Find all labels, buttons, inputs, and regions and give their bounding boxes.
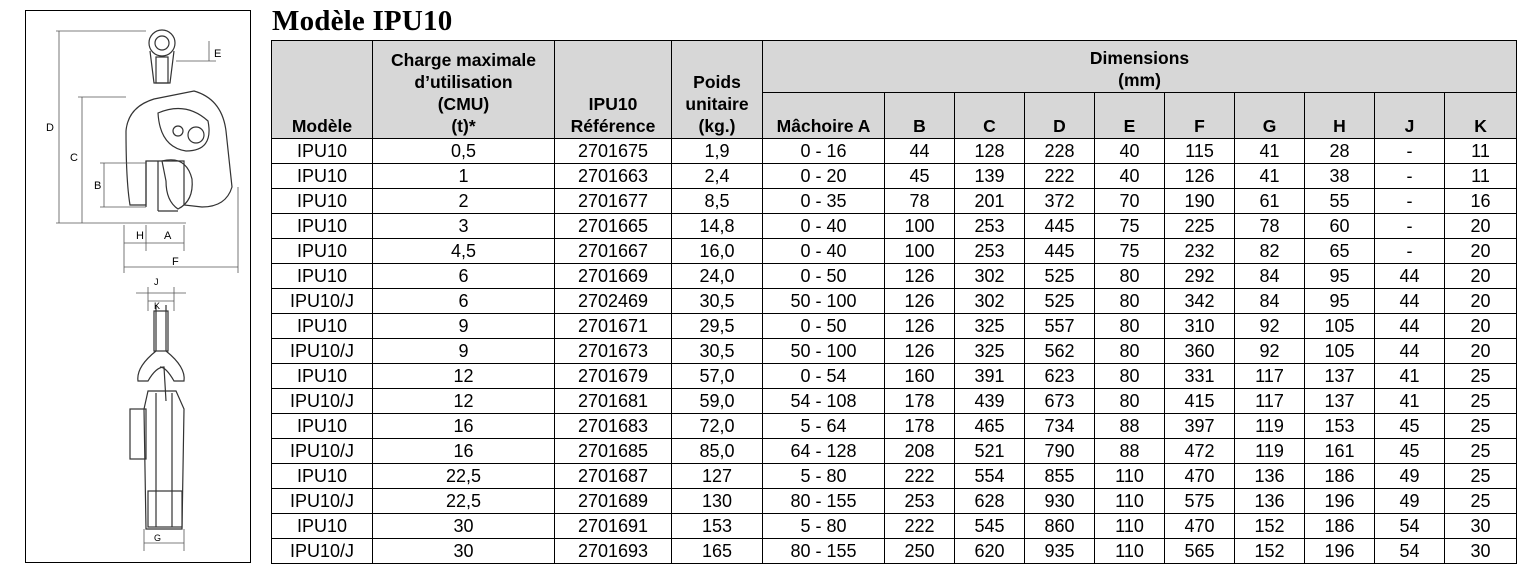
cell-dim-f: 342	[1165, 289, 1235, 314]
cell-dim-c: 325	[955, 339, 1025, 364]
cell-dim-e: 88	[1095, 439, 1165, 464]
header-charge	[373, 41, 555, 139]
cell-weight: 59,0	[672, 389, 763, 414]
cell-weight: 72,0	[672, 414, 763, 439]
cell-weight: 2,4	[672, 164, 763, 189]
cell-dim-b: 100	[885, 239, 955, 264]
header-reference	[555, 41, 672, 139]
cell-charge: 2	[373, 189, 555, 214]
table-row	[272, 464, 1517, 489]
cell-model: IPU10/J	[272, 389, 373, 414]
header-charge-line: (t)*	[451, 116, 476, 136]
cell-dim-j: 44	[1375, 264, 1445, 289]
label-j: J	[154, 277, 159, 287]
cell-jaw-a: 0 - 50	[763, 264, 885, 289]
cell-dim-c: 253	[955, 214, 1025, 239]
cell-dim-k: 25	[1445, 414, 1517, 439]
cell-dim-b: 126	[885, 289, 955, 314]
cell-weight: 30,5	[672, 339, 763, 364]
label-h: H	[136, 230, 144, 242]
cell-dim-c: 302	[955, 264, 1025, 289]
cell-dim-j: 54	[1375, 514, 1445, 539]
cell-dim-f: 115	[1165, 139, 1235, 164]
cell-dim-f: 126	[1165, 164, 1235, 189]
table-row	[272, 264, 1517, 289]
cell-dim-k: 30	[1445, 514, 1517, 539]
cell-dim-h: 186	[1305, 464, 1375, 489]
cell-model: IPU10/J	[272, 439, 373, 464]
cell-dim-d: 445	[1025, 239, 1095, 264]
cell-dim-b: 208	[885, 439, 955, 464]
cell-model: IPU10/J	[272, 289, 373, 314]
cell-jaw-a: 5 - 64	[763, 414, 885, 439]
cell-weight: 14,8	[672, 214, 763, 239]
cell-dim-d: 734	[1025, 414, 1095, 439]
header-reference-line: IPU10	[588, 94, 638, 114]
cell-dim-k: 25	[1445, 489, 1517, 514]
cell-dim-c: 139	[955, 164, 1025, 189]
header-dim-e: E	[1095, 93, 1165, 139]
cell-jaw-a: 50 - 100	[763, 339, 885, 364]
cell-dim-d: 525	[1025, 289, 1095, 314]
table-row	[272, 514, 1517, 539]
cell-dim-h: 28	[1305, 139, 1375, 164]
table-row	[272, 289, 1517, 314]
cell-dim-e: 110	[1095, 489, 1165, 514]
cell-weight: 8,5	[672, 189, 763, 214]
cell-dim-h: 153	[1305, 414, 1375, 439]
cell-dim-c: 620	[955, 539, 1025, 564]
cell-reference: 2701693	[555, 539, 672, 564]
cell-weight: 85,0	[672, 439, 763, 464]
cell-charge: 1	[373, 164, 555, 189]
table-row	[272, 314, 1517, 339]
label-b: B	[94, 180, 102, 192]
cell-reference: 2701689	[555, 489, 672, 514]
cell-dim-k: 25	[1445, 364, 1517, 389]
cell-dim-e: 80	[1095, 264, 1165, 289]
cell-reference: 2701671	[555, 314, 672, 339]
cell-dim-b: 78	[885, 189, 955, 214]
cell-dim-k: 25	[1445, 439, 1517, 464]
cell-dim-f: 190	[1165, 189, 1235, 214]
cell-model: IPU10	[272, 314, 373, 339]
cell-dim-c: 521	[955, 439, 1025, 464]
cell-charge: 16	[373, 414, 555, 439]
cell-dim-k: 20	[1445, 214, 1517, 239]
cell-dim-d: 228	[1025, 139, 1095, 164]
header-dim-c: C	[955, 93, 1025, 139]
cell-charge: 12	[373, 364, 555, 389]
table-row	[272, 339, 1517, 364]
header-dimensions-line: (mm)	[1118, 70, 1161, 90]
cell-jaw-a: 0 - 54	[763, 364, 885, 389]
table-row	[272, 239, 1517, 264]
header-dim-a: Mâchoire A	[763, 93, 885, 139]
cell-dim-f: 470	[1165, 514, 1235, 539]
cell-dim-e: 75	[1095, 214, 1165, 239]
cell-model: IPU10	[272, 164, 373, 189]
header-dim-b: B	[885, 93, 955, 139]
cell-dim-j: 45	[1375, 439, 1445, 464]
cell-dim-d: 222	[1025, 164, 1095, 189]
header-weight-line: (kg.)	[698, 116, 736, 136]
cell-charge: 9	[373, 339, 555, 364]
cell-charge: 12	[373, 389, 555, 414]
table-row	[272, 139, 1517, 164]
cell-dim-h: 105	[1305, 314, 1375, 339]
cell-dim-c: 439	[955, 389, 1025, 414]
cell-dim-g: 61	[1235, 189, 1305, 214]
cell-charge: 6	[373, 289, 555, 314]
cell-weight: 127	[672, 464, 763, 489]
cell-jaw-a: 54 - 108	[763, 389, 885, 414]
clamp-diagram	[26, 11, 252, 564]
cell-dim-j: -	[1375, 189, 1445, 214]
cell-dim-f: 470	[1165, 464, 1235, 489]
cell-dim-d: 445	[1025, 214, 1095, 239]
cell-dim-c: 628	[955, 489, 1025, 514]
cell-jaw-a: 50 - 100	[763, 289, 885, 314]
label-c: C	[70, 152, 78, 164]
cell-dim-g: 119	[1235, 414, 1305, 439]
cell-reference: 2701673	[555, 339, 672, 364]
cell-dim-k: 25	[1445, 389, 1517, 414]
cell-dim-g: 82	[1235, 239, 1305, 264]
label-k: K	[154, 301, 161, 311]
cell-jaw-a: 5 - 80	[763, 464, 885, 489]
cell-dim-j: 44	[1375, 289, 1445, 314]
cell-model: IPU10	[272, 464, 373, 489]
specification-table	[271, 40, 1517, 564]
cell-dim-b: 222	[885, 514, 955, 539]
cell-dim-h: 95	[1305, 264, 1375, 289]
cell-dim-e: 110	[1095, 464, 1165, 489]
cell-dim-h: 186	[1305, 514, 1375, 539]
cell-charge: 4,5	[373, 239, 555, 264]
cell-dim-k: 30	[1445, 539, 1517, 564]
cell-reference: 2701663	[555, 164, 672, 189]
cell-reference: 2701669	[555, 264, 672, 289]
cell-dim-j: 49	[1375, 464, 1445, 489]
cell-dim-f: 331	[1165, 364, 1235, 389]
cell-dim-g: 92	[1235, 339, 1305, 364]
cell-dim-e: 80	[1095, 364, 1165, 389]
cell-charge: 3	[373, 214, 555, 239]
header-weight	[672, 41, 763, 139]
cell-dim-j: -	[1375, 139, 1445, 164]
cell-dim-h: 105	[1305, 339, 1375, 364]
cell-dim-f: 415	[1165, 389, 1235, 414]
header-weight-line: Poids	[693, 72, 741, 92]
cell-model: IPU10	[272, 514, 373, 539]
cell-dim-e: 88	[1095, 414, 1165, 439]
cell-dim-d: 525	[1025, 264, 1095, 289]
cell-dim-h: 137	[1305, 389, 1375, 414]
cell-dim-h: 65	[1305, 239, 1375, 264]
cell-dim-b: 253	[885, 489, 955, 514]
label-g: G	[154, 533, 162, 543]
cell-dim-g: 136	[1235, 464, 1305, 489]
cell-charge: 22,5	[373, 489, 555, 514]
header-model	[272, 41, 373, 139]
cell-dim-k: 20	[1445, 239, 1517, 264]
cell-dim-b: 44	[885, 139, 955, 164]
cell-model: IPU10	[272, 239, 373, 264]
cell-dim-e: 80	[1095, 339, 1165, 364]
cell-reference: 2701679	[555, 364, 672, 389]
cell-weight: 24,0	[672, 264, 763, 289]
cell-dim-e: 75	[1095, 239, 1165, 264]
cell-dim-h: 60	[1305, 214, 1375, 239]
cell-dim-k: 20	[1445, 314, 1517, 339]
cell-dim-j: 44	[1375, 314, 1445, 339]
cell-charge: 30	[373, 514, 555, 539]
cell-dim-b: 178	[885, 389, 955, 414]
cell-weight: 16,0	[672, 239, 763, 264]
cell-dim-e: 80	[1095, 289, 1165, 314]
cell-dim-k: 25	[1445, 464, 1517, 489]
cell-weight: 153	[672, 514, 763, 539]
header-dim-h: H	[1305, 93, 1375, 139]
cell-reference: 2701687	[555, 464, 672, 489]
label-a: A	[164, 230, 172, 242]
cell-dim-e: 40	[1095, 139, 1165, 164]
header-dim-k: K	[1445, 93, 1517, 139]
cell-model: IPU10	[272, 214, 373, 239]
cell-dim-e: 110	[1095, 514, 1165, 539]
table-row	[272, 439, 1517, 464]
cell-weight: 57,0	[672, 364, 763, 389]
cell-jaw-a: 0 - 20	[763, 164, 885, 189]
cell-dim-g: 84	[1235, 289, 1305, 314]
cell-dim-g: 41	[1235, 139, 1305, 164]
cell-jaw-a: 64 - 128	[763, 439, 885, 464]
header-dim-g: G	[1235, 93, 1305, 139]
header-dim-d: D	[1025, 93, 1095, 139]
cell-model: IPU10	[272, 364, 373, 389]
cell-model: IPU10	[272, 414, 373, 439]
cell-dim-d: 557	[1025, 314, 1095, 339]
cell-dim-j: 45	[1375, 414, 1445, 439]
table-row	[272, 539, 1517, 564]
cell-reference: 2701685	[555, 439, 672, 464]
cell-charge: 0,5	[373, 139, 555, 164]
cell-dim-g: 92	[1235, 314, 1305, 339]
cell-dim-d: 930	[1025, 489, 1095, 514]
table-body	[272, 139, 1517, 564]
cell-dim-d: 673	[1025, 389, 1095, 414]
cell-dim-b: 100	[885, 214, 955, 239]
cell-dim-f: 310	[1165, 314, 1235, 339]
cell-dim-g: 117	[1235, 389, 1305, 414]
cell-dim-e: 80	[1095, 314, 1165, 339]
header-charge-line: Charge maximale	[391, 50, 536, 70]
header-charge-line: d’utilisation	[414, 72, 513, 92]
cell-dim-g: 152	[1235, 514, 1305, 539]
table-row	[272, 389, 1517, 414]
cell-dim-d: 855	[1025, 464, 1095, 489]
header-dimensions	[763, 41, 1517, 93]
cell-dim-j: 41	[1375, 389, 1445, 414]
cell-dim-g: 119	[1235, 439, 1305, 464]
table-row	[272, 214, 1517, 239]
cell-reference: 2701691	[555, 514, 672, 539]
cell-dim-h: 137	[1305, 364, 1375, 389]
table-row	[272, 414, 1517, 439]
cell-dim-b: 178	[885, 414, 955, 439]
cell-dim-k: 11	[1445, 164, 1517, 189]
cell-dim-j: -	[1375, 214, 1445, 239]
cell-dim-g: 136	[1235, 489, 1305, 514]
table-row	[272, 189, 1517, 214]
cell-dim-f: 232	[1165, 239, 1235, 264]
cell-charge: 30	[373, 539, 555, 564]
cell-weight: 130	[672, 489, 763, 514]
cell-dim-f: 397	[1165, 414, 1235, 439]
cell-reference: 2701667	[555, 239, 672, 264]
cell-dim-d: 562	[1025, 339, 1095, 364]
cell-dim-k: 20	[1445, 289, 1517, 314]
cell-dim-c: 391	[955, 364, 1025, 389]
cell-dim-b: 222	[885, 464, 955, 489]
cell-dim-d: 860	[1025, 514, 1095, 539]
cell-jaw-a: 0 - 16	[763, 139, 885, 164]
label-e: E	[214, 48, 222, 60]
label-d: D	[46, 122, 54, 134]
cell-weight: 1,9	[672, 139, 763, 164]
cell-dim-d: 372	[1025, 189, 1095, 214]
cell-dim-h: 196	[1305, 539, 1375, 564]
cell-dim-c: 465	[955, 414, 1025, 439]
cell-reference: 2701681	[555, 389, 672, 414]
cell-dim-h: 95	[1305, 289, 1375, 314]
cell-dim-g: 117	[1235, 364, 1305, 389]
cell-weight: 30,5	[672, 289, 763, 314]
cell-dim-e: 110	[1095, 539, 1165, 564]
cell-dim-c: 325	[955, 314, 1025, 339]
header-model-label: Modèle	[291, 116, 353, 136]
cell-dim-c: 302	[955, 289, 1025, 314]
cell-dim-b: 45	[885, 164, 955, 189]
cell-charge: 16	[373, 439, 555, 464]
cell-jaw-a: 0 - 35	[763, 189, 885, 214]
cell-weight: 29,5	[672, 314, 763, 339]
cell-dim-g: 78	[1235, 214, 1305, 239]
cell-reference: 2701677	[555, 189, 672, 214]
cell-dim-j: 41	[1375, 364, 1445, 389]
cell-jaw-a: 80 - 155	[763, 539, 885, 564]
cell-dim-k: 20	[1445, 339, 1517, 364]
cell-dim-e: 40	[1095, 164, 1165, 189]
cell-model: IPU10/J	[272, 539, 373, 564]
cell-model: IPU10/J	[272, 339, 373, 364]
cell-dim-g: 84	[1235, 264, 1305, 289]
cell-dim-c: 545	[955, 514, 1025, 539]
cell-dim-b: 126	[885, 339, 955, 364]
cell-dim-c: 554	[955, 464, 1025, 489]
table-row	[272, 364, 1517, 389]
cell-jaw-a: 0 - 40	[763, 239, 885, 264]
table-row	[272, 489, 1517, 514]
cell-dim-k: 20	[1445, 264, 1517, 289]
label-f: F	[172, 256, 179, 268]
cell-dim-c: 201	[955, 189, 1025, 214]
cell-dim-f: 472	[1165, 439, 1235, 464]
cell-charge: 9	[373, 314, 555, 339]
cell-dim-f: 360	[1165, 339, 1235, 364]
cell-dim-h: 38	[1305, 164, 1375, 189]
clamp-drawing	[25, 10, 251, 563]
cell-dim-g: 152	[1235, 539, 1305, 564]
cell-dim-f: 575	[1165, 489, 1235, 514]
cell-dim-h: 196	[1305, 489, 1375, 514]
cell-dim-f: 292	[1165, 264, 1235, 289]
cell-model: IPU10/J	[272, 489, 373, 514]
header-charge-line: (CMU)	[437, 94, 490, 114]
cell-charge: 22,5	[373, 464, 555, 489]
cell-reference: 2702469	[555, 289, 672, 314]
cell-dim-j: 54	[1375, 539, 1445, 564]
cell-dim-b: 126	[885, 264, 955, 289]
cell-charge: 6	[373, 264, 555, 289]
cell-weight: 165	[672, 539, 763, 564]
cell-dim-c: 128	[955, 139, 1025, 164]
header-dim-j: J	[1375, 93, 1445, 139]
cell-dim-j: -	[1375, 239, 1445, 264]
header-dim-f: F	[1165, 93, 1235, 139]
cell-reference: 2701675	[555, 139, 672, 164]
cell-dim-k: 16	[1445, 189, 1517, 214]
cell-model: IPU10	[272, 189, 373, 214]
cell-model: IPU10	[272, 139, 373, 164]
cell-jaw-a: 80 - 155	[763, 489, 885, 514]
cell-dim-e: 80	[1095, 389, 1165, 414]
cell-dim-b: 250	[885, 539, 955, 564]
cell-dim-j: 44	[1375, 339, 1445, 364]
cell-dim-g: 41	[1235, 164, 1305, 189]
header-reference-line: Référence	[570, 116, 656, 136]
cell-dim-f: 225	[1165, 214, 1235, 239]
cell-jaw-a: 5 - 80	[763, 514, 885, 539]
page-title: Modèle IPU10	[272, 5, 453, 37]
cell-dim-d: 935	[1025, 539, 1095, 564]
cell-dim-e: 70	[1095, 189, 1165, 214]
cell-dim-h: 55	[1305, 189, 1375, 214]
cell-jaw-a: 0 - 40	[763, 214, 885, 239]
cell-model: IPU10	[272, 264, 373, 289]
cell-dim-k: 11	[1445, 139, 1517, 164]
cell-dim-j: 49	[1375, 489, 1445, 514]
cell-reference: 2701683	[555, 414, 672, 439]
cell-dim-d: 623	[1025, 364, 1095, 389]
cell-reference: 2701665	[555, 214, 672, 239]
cell-jaw-a: 0 - 50	[763, 314, 885, 339]
cell-dim-d: 790	[1025, 439, 1095, 464]
cell-dim-f: 565	[1165, 539, 1235, 564]
header-dimensions-line: Dimensions	[1089, 48, 1190, 68]
cell-dim-j: -	[1375, 164, 1445, 189]
table-row	[272, 164, 1517, 189]
header-weight-line: unitaire	[685, 94, 749, 114]
cell-dim-c: 253	[955, 239, 1025, 264]
cell-dim-b: 160	[885, 364, 955, 389]
cell-dim-h: 161	[1305, 439, 1375, 464]
cell-dim-b: 126	[885, 314, 955, 339]
